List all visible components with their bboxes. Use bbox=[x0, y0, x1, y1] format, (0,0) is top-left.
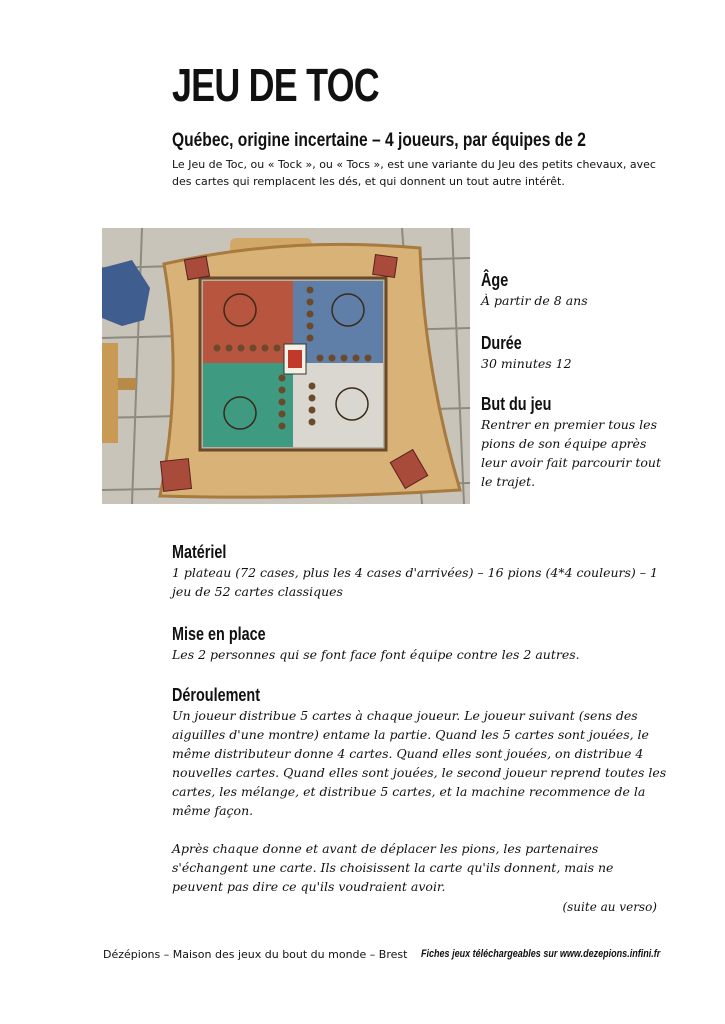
duration-section bbox=[481, 333, 666, 373]
deroulement-paragraph-2: Après chaque donne et avant de déplacer les pions, les partenaires s'échangent une carte. Ils choisissent la carte qu'ils donnent, mais ne peuvent pas dire ce qu'ils voudraient avoir. bbox=[172, 841, 614, 894]
age-heading: Âge bbox=[481, 270, 509, 290]
intro-text: Le Jeu de Toc, ou « Tock », ou « Tocs », est une variante du Jeu des petits chevaux, avec des cartes qui remplacent les dés, et qui donnent un tout autre intérêt. bbox=[172, 158, 656, 188]
goal-section bbox=[481, 394, 666, 491]
age-text: À partir de 8 ans bbox=[481, 293, 588, 308]
goal-text: Rentrer en premier tous les pions de son équipe après leur avoir fait parcourir tout le trajet. bbox=[481, 417, 662, 489]
deroulement-section bbox=[172, 685, 667, 896]
deroulement-heading: Déroulement bbox=[172, 685, 261, 705]
duration-heading: Durée bbox=[481, 333, 522, 353]
page-subtitle: Québec, origine incertaine – 4 joueurs, par équipes de 2 bbox=[172, 130, 586, 151]
continued-note: (suite au verso) bbox=[562, 900, 657, 914]
mise-en-place-heading: Mise en place bbox=[172, 624, 266, 644]
footer-left: Dézépions – Maison des jeux du bout du monde – Brest bbox=[103, 948, 408, 961]
duration-text: 30 minutes 12 bbox=[481, 356, 572, 371]
materiel-section bbox=[172, 542, 667, 601]
age-section bbox=[481, 270, 666, 310]
materiel-heading: Matériel bbox=[172, 542, 227, 562]
mise-en-place-section bbox=[172, 624, 667, 664]
goal-heading: But du jeu bbox=[481, 394, 552, 414]
footer-right: Fiches jeux téléchargeables sur www.dezepions.infini.fr bbox=[421, 948, 661, 960]
materiel-text: 1 plateau (72 cases, plus les 4 cases d'arrivées) – 16 pions (4*4 couleurs) – 1 jeu de 52 cartes classiques bbox=[172, 565, 658, 599]
game-board-photo bbox=[102, 228, 470, 504]
page-title: JEU DE TOC bbox=[172, 59, 379, 111]
mise-en-place-text: Les 2 personnes qui se font face font équipe contre les 2 autres. bbox=[172, 647, 580, 662]
deroulement-paragraph-1: Un joueur distribue 5 cartes à chaque joueur. Le joueur suivant (sens des aiguilles d'une montre) entame la partie. Quand les 5 cartes sont jouées, le même distributeur donne 4 cartes. Quand elles sont jouées, on distribue 4 nouvelles cartes. Quand elles sont jouées, le second joueur reprend toutes les cartes, les mélange, et distribue 5 cartes, et la machine recommence de la même façon. bbox=[172, 708, 667, 818]
